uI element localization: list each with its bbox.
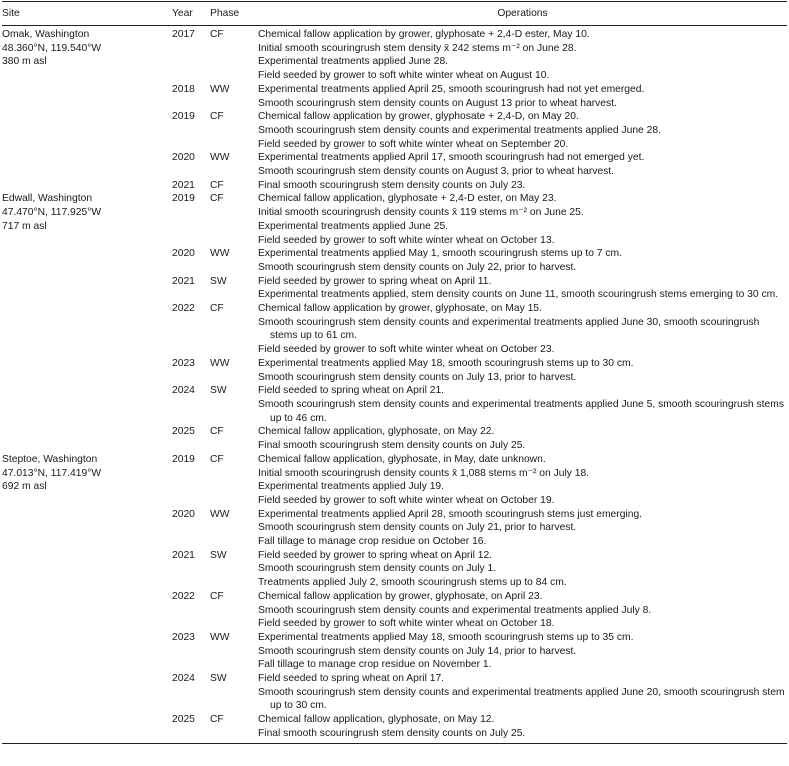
year-cell: 2021 <box>172 549 195 561</box>
year-cell: 2025 <box>172 426 195 438</box>
operation-line: Smooth scouringrush stem density counts and experimental treatments applied June 28. <box>258 124 661 136</box>
site-cell <box>2 192 172 247</box>
operation-line: Experimental treatments applied June 28. <box>258 56 449 68</box>
site-cell <box>2 151 172 178</box>
operation-line: Experimental treatments applied, stem density counts on June 11, smooth scouringrush stems emerging to 30 cm. <box>258 289 779 301</box>
site-cell <box>2 384 172 425</box>
operation-line: Chemical fallow application, glyphosate, on May 12. <box>258 714 495 726</box>
phase-cell: CF <box>210 590 224 602</box>
phase-cell: SW <box>210 673 227 685</box>
site-cell <box>2 425 172 452</box>
operation-line: Final smooth scouringrush stem density counts on July 25. <box>258 440 526 452</box>
operations-cell <box>258 192 787 247</box>
operations-cell <box>258 549 787 590</box>
operation-line: Treatments applied July 2, smooth scouringrush stems up to 84 cm. <box>258 577 567 589</box>
operation-line: Chemical fallow application, glyphosate, on May 22. <box>258 426 495 438</box>
table-row <box>2 508 787 549</box>
year-cell: 2024 <box>172 673 195 685</box>
site-line: 47.013°N, 117.419°W <box>2 467 102 479</box>
operation-line: Chemical fallow application by grower, glyphosate + 2,4-D, on May 20. <box>258 111 579 123</box>
operation-line: Final smooth scouringrush stem density counts on July 23. <box>258 179 526 191</box>
phase-cell: WW <box>210 83 230 95</box>
table-body <box>2 26 787 744</box>
operation-line: Field seeded by grower to soft white winter wheat on October 19. <box>258 494 555 506</box>
operation-line: Initial smooth scouringrush density counts x̄ 119 stems m⁻² on June 25. <box>258 207 584 219</box>
site-cell <box>2 247 172 274</box>
phase-cell: WW <box>210 152 230 164</box>
phase-cell: SW <box>210 385 227 397</box>
operation-line: Smooth scouringrush stem density counts on August 13 prior to wheat harvest. <box>258 97 617 109</box>
operation-line: Field seeded by grower to soft white winter wheat on September 20. <box>258 138 569 150</box>
table-header <box>2 2 787 26</box>
operation-line: Smooth scouringrush stem density counts and experimental treatments applied June 20, smooth scouringrush stem up to 30 cm. <box>258 686 785 712</box>
site-line: 380 m asl <box>2 56 47 68</box>
year-cell: 2020 <box>172 152 195 164</box>
site-line: 48.360°N, 119.540°W <box>2 42 102 54</box>
site-cell <box>2 590 172 631</box>
site-cell <box>2 631 172 672</box>
phase-cell: CF <box>210 111 224 123</box>
operation-line: Initial smooth scouringrush stem density x̄ 242 stems m⁻² on June 28. <box>258 42 577 54</box>
table-row <box>2 549 787 590</box>
header-operations: Operations <box>258 2 787 26</box>
year-cell: 2017 <box>172 29 195 40</box>
header-phase: Phase <box>210 2 258 26</box>
year-cell: 2020 <box>172 508 195 520</box>
operations-cell <box>258 508 787 549</box>
year-cell: 2023 <box>172 631 195 643</box>
site-line: 47.470°N, 117.925°W <box>2 207 102 219</box>
operation-line: Field seeded to spring wheat on April 17. <box>258 673 445 685</box>
operation-line: Smooth scouringrush stem density counts and experimental treatments applied July 8. <box>258 604 652 616</box>
table-row <box>2 179 787 193</box>
year-cell: 2024 <box>172 385 195 397</box>
operations-cell <box>258 713 787 743</box>
site-cell <box>2 713 172 743</box>
header-row <box>2 2 787 26</box>
year-cell: 2025 <box>172 713 210 743</box>
operation-line: Initial smooth scouringrush density counts x̄ 1,088 stems m⁻² on July 18. <box>258 467 590 479</box>
operation-line: Smooth scouringrush stem density counts on July 1. <box>258 563 497 575</box>
site-cell <box>2 302 172 357</box>
operation-line: Field seeded to spring wheat on April 21. <box>258 385 445 397</box>
site-cell <box>2 672 172 713</box>
operation-line: Experimental treatments applied April 17, smooth scouringrush had not emerged yet. <box>258 152 645 164</box>
year-cell: 2023 <box>172 357 195 369</box>
operation-line: Smooth scouringrush stem density counts on July 21, prior to harvest. <box>258 522 577 534</box>
operation-line: Field seeded by grower to soft white winter wheat on October 13. <box>258 234 555 246</box>
phase-cell: WW <box>210 508 230 520</box>
operations-cell <box>258 26 787 83</box>
operation-line: Smooth scouringrush stem density counts and experimental treatments applied June 5, smooth scouringrush stems up to 46 cm. <box>258 398 784 424</box>
operations-cell <box>258 151 787 178</box>
year-cell: 2019 <box>172 453 195 465</box>
operation-line: Smooth scouringrush stem density counts on July 22, prior to harvest. <box>258 261 577 273</box>
operation-line: Experimental treatments applied July 19. <box>258 481 445 493</box>
phase-cell: WW <box>210 248 230 260</box>
table-row <box>2 631 787 672</box>
operations-cell <box>258 247 787 274</box>
operation-line: Smooth scouringrush stem density counts and experimental treatments applied June 30, smooth scouringrush stems up to 61 cm. <box>258 316 760 342</box>
phase-cell: WW <box>210 357 230 369</box>
operations-cell <box>258 357 787 384</box>
site-cell <box>2 549 172 590</box>
operations-table <box>2 1 787 744</box>
phase-cell: CF <box>210 29 224 40</box>
site-cell <box>2 179 172 193</box>
phase-cell: CF <box>210 453 224 465</box>
operation-line: Smooth scouringrush stem density counts on July 13, prior to harvest. <box>258 371 577 383</box>
site-cell <box>2 453 172 508</box>
year-cell: 2018 <box>172 83 195 95</box>
site-cell <box>2 508 172 549</box>
phase-cell: CF <box>210 179 224 191</box>
table-row <box>2 384 787 425</box>
operation-line: Chemical fallow application, glyphosate + 2,4-D ester, on May 23. <box>258 193 557 205</box>
site-line: Steptoe, Washington <box>2 453 98 465</box>
table-row <box>2 192 787 247</box>
operation-line: Field seeded by grower to soft white winter wheat on August 10. <box>258 70 550 82</box>
phase-cell: CF <box>210 193 224 205</box>
operations-cell <box>258 425 787 452</box>
operation-line: Experimental treatments applied April 25, smooth scouringrush had not yet emerged. <box>258 83 645 95</box>
phase-cell: SW <box>210 275 227 287</box>
operations-cell <box>258 83 787 110</box>
year-cell: 2021 <box>172 179 195 191</box>
operations-cell <box>258 672 787 713</box>
operation-line: Final smooth scouringrush stem density counts on July 25. <box>258 727 526 739</box>
operation-line: Field seeded by grower to soft white winter wheat on October 18. <box>258 618 555 630</box>
table-row <box>2 26 787 83</box>
operations-cell <box>258 590 787 631</box>
operations-cell <box>258 453 787 508</box>
year-cell: 2022 <box>172 303 195 315</box>
phase-cell: CF <box>210 713 258 743</box>
table-row <box>2 302 787 357</box>
site-cell <box>2 83 172 110</box>
year-cell: 2022 <box>172 590 195 602</box>
header-site: Site <box>2 2 172 26</box>
table-row <box>2 275 787 302</box>
year-cell: 2020 <box>172 248 195 260</box>
site-line: Edwall, Washington <box>2 193 93 205</box>
phase-cell: WW <box>210 631 230 643</box>
operations-cell <box>258 302 787 357</box>
operation-line: Smooth scouringrush stem density counts on August 3, prior to wheat harvest. <box>258 166 615 178</box>
year-cell: 2019 <box>172 193 195 205</box>
operation-line: Fall tillage to manage crop residue on November 1. <box>258 659 492 671</box>
phase-cell: SW <box>210 549 227 561</box>
site-cell <box>2 26 172 83</box>
site-cell <box>2 275 172 302</box>
operations-cell <box>258 275 787 302</box>
table-row <box>2 713 787 743</box>
operation-line: Experimental treatments applied April 28, smooth scouringrush stems just emerging. <box>258 508 643 520</box>
table-row <box>2 357 787 384</box>
operation-line: Chemical fallow application by grower, glyphosate, on May 15. <box>258 303 542 315</box>
operations-cell <box>258 384 787 425</box>
operation-line: Field seeded by grower to spring wheat on April 11. <box>258 275 492 287</box>
year-cell: 2019 <box>172 111 195 123</box>
operation-line: Experimental treatments applied May 1, smooth scouringrush stems up to 7 cm. <box>258 248 622 260</box>
operation-line: Experimental treatments applied May 18, smooth scouringrush stems up to 35 cm. <box>258 631 634 643</box>
operation-line: Chemical fallow application by grower, glyphosate + 2,4-D ester, May 10. <box>258 29 590 40</box>
operation-line: Smooth scouringrush stem density counts on July 14, prior to harvest. <box>258 645 577 657</box>
table-row <box>2 590 787 631</box>
operations-cell <box>258 631 787 672</box>
operation-line: Field seeded by grower to soft white winter wheat on October 23. <box>258 344 555 356</box>
operation-line: Experimental treatments applied June 25. <box>258 220 449 232</box>
site-cell <box>2 357 172 384</box>
operations-cell <box>258 110 787 151</box>
site-line: 717 m asl <box>2 220 47 232</box>
operations-cell <box>258 179 787 193</box>
operation-line: Chemical fallow application by grower, glyphosate, on April 23. <box>258 590 543 602</box>
operation-line: Experimental treatments applied May 18, smooth scouringrush stems up to 30 cm. <box>258 357 634 369</box>
phase-cell: CF <box>210 426 224 438</box>
table-row <box>2 425 787 452</box>
site-cell <box>2 110 172 151</box>
operation-line: Fall tillage to manage crop residue on October 16. <box>258 536 487 548</box>
year-cell: 2021 <box>172 275 195 287</box>
table-row <box>2 672 787 713</box>
site-line: 692 m asl <box>2 481 47 493</box>
phase-cell: CF <box>210 303 224 315</box>
operation-line: Chemical fallow application, glyphosate, in May, date unknown. <box>258 453 546 465</box>
operation-line: Field seeded by grower to spring wheat on April 12. <box>258 549 493 561</box>
table-row <box>2 453 787 508</box>
table-row <box>2 151 787 178</box>
site-line: Omak, Washington <box>2 29 90 40</box>
table-row <box>2 83 787 110</box>
table-row <box>2 110 787 151</box>
table-row <box>2 247 787 274</box>
header-year: Year <box>172 2 210 26</box>
